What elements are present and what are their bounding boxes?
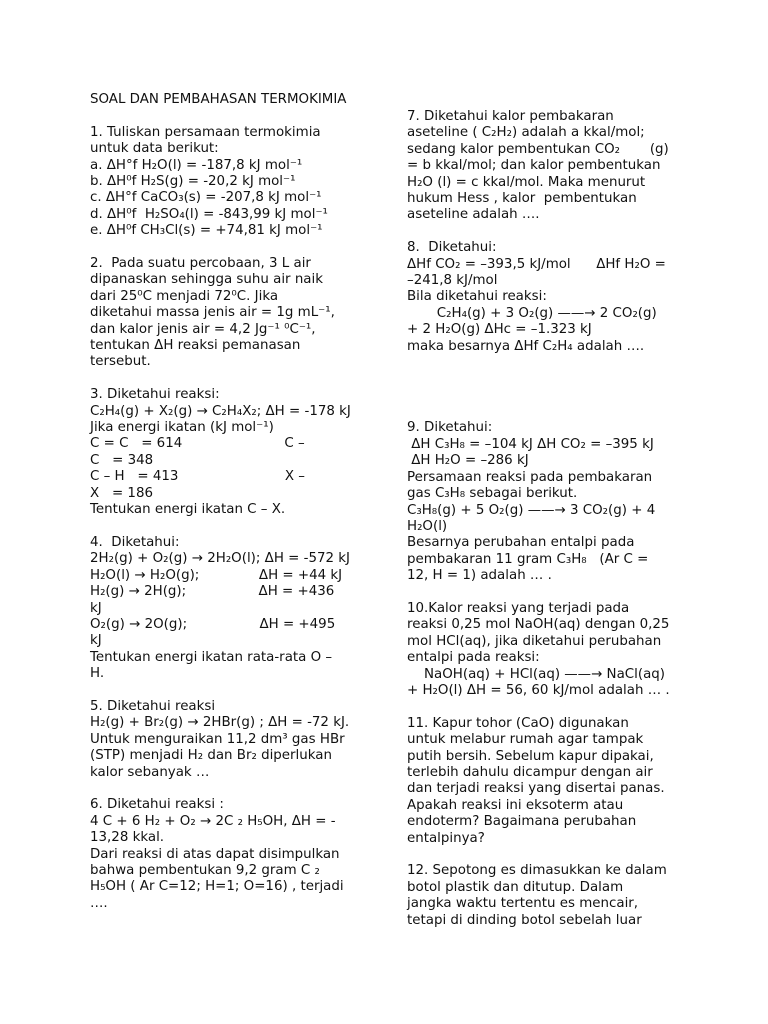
text-line: untuk data berikut: [90, 141, 219, 157]
text-line: X = 186 [90, 485, 153, 501]
text-line: sedang kalor pembentukan CO₂ (g) [407, 141, 669, 157]
text-line: –241,8 kJ/mol [407, 273, 498, 289]
text-line: untuk melabur rumah agar tampak [407, 732, 644, 748]
text-line: H₂O(l) → H₂O(g); ΔH = +44 kJ [90, 567, 343, 583]
text-line: e. ΔH⁰f CH₃Cl(s) = +74,81 kJ mol⁻¹ [90, 223, 323, 239]
text-line: a. ΔH°f H₂O(l) = -187,8 kJ mol⁻¹ [90, 157, 303, 173]
question-1 [90, 125, 365, 240]
text-line: H₅OH ( Ar C=12; H=1; O=16) , terjadi [90, 879, 344, 895]
question-9 [407, 420, 682, 584]
text-line: kJ [90, 633, 102, 649]
text-line: reaksi 0,25 mol NaOH(aq) dengan 0,25 [407, 617, 670, 633]
text-line: mol HCl(aq), jika diketahui perubahan [407, 633, 662, 649]
page-title: SOAL DAN PEMBAHASAN TERMOKIMIA [90, 92, 347, 107]
text-line: botol plastik dan ditutup. Dalam [407, 879, 624, 895]
text-line: 9. Diketahui: [407, 420, 493, 436]
text-line: H₂O (l) = c kkal/mol. Maka menurut [407, 174, 646, 190]
text-line: dipanaskan sehingga suhu air naik [90, 272, 323, 288]
text-line: C = 348 [90, 452, 154, 468]
text-line: dan kalor jenis air = 4,2 Jg⁻¹ ⁰C⁻¹, [90, 321, 316, 337]
text-line: ΔH H₂O = –286 kJ [407, 453, 529, 469]
text-line: H₂O(l) [407, 518, 448, 534]
text-line: pembakaran 11 gram C₃H₈ (Ar C = [407, 551, 649, 567]
text-line: C₃H₈(g) + 5 O₂(g) ——→ 3 CO₂(g) + 4 [407, 502, 656, 518]
text-line: NaOH(aq) + HCl(aq) ——→ NaCl(aq) [407, 666, 665, 682]
question-4 [90, 535, 365, 683]
text-line: + 2 H₂O(g) ΔHc = –1.323 kJ [407, 322, 592, 338]
text-line: 2H₂(g) + O₂(g) → 2H₂O(l); ΔH = -572 kJ [90, 551, 350, 567]
text-line: = b kkal/mol; dan kalor pembentukan [407, 158, 661, 174]
text-line: Tentukan energi ikatan rata-rata O – [90, 649, 333, 665]
text-line: C – H = 413 X – [90, 469, 305, 485]
text-line: 13,28 kkal. [90, 830, 165, 846]
text-line: H₂(g) + Br₂(g) → 2HBr(g) ; ΔH = -72 kJ. [90, 715, 350, 731]
text-line: aseteline adalah …. [407, 207, 540, 223]
text-line: kalor sebanyak … [90, 764, 210, 780]
text-line: endoterm? Bagaimana perubahan [407, 814, 637, 830]
text-line: Dari reaksi di atas dapat disimpulkan [90, 846, 340, 862]
text-line: dan terjadi reaksi yang disertai panas. [407, 781, 665, 797]
text-line: ΔHf CO₂ = –393,5 kJ/mol ΔHf H₂O = [407, 256, 666, 272]
text-line: …. [90, 895, 108, 911]
question-3 [90, 387, 365, 518]
left-column [90, 92, 365, 929]
text-line: 3. Diketahui reaksi: [90, 387, 220, 403]
text-line: Apakah reaksi ini eksoterm atau [407, 797, 624, 813]
text-line: terlebih dahulu dicampur dengan air [407, 764, 653, 780]
text-line: 8. Diketahui: [407, 240, 497, 256]
text-line: tentukan ΔH reaksi pemanasan [90, 338, 301, 354]
text-line: dari 25⁰C menjadi 72⁰C. Jika [90, 288, 279, 304]
text-line: tersebut. [90, 354, 151, 370]
text-line: aseteline ( C₂H₂) adalah a kkal/mol; [407, 125, 645, 141]
text-line: Persamaan reaksi pada pembakaran [407, 469, 653, 485]
text-line: Besarnya perubahan entalpi pada [407, 535, 635, 551]
text-line: C₂H₄(g) + 3 O₂(g) ——→ 2 CO₂(g) [407, 305, 657, 321]
text-line: 12, H = 1) adalah … . [407, 568, 552, 584]
text-line: H. [90, 666, 105, 682]
text-line: maka besarnya ΔHf C₂H₄ adalah …. [407, 338, 645, 354]
text-line: Jika energi ikatan (kJ mol⁻¹) [90, 420, 274, 436]
question-5 [90, 699, 365, 781]
text-line: c. ΔH°f CaCO₃(s) = -207,8 kJ mol⁻¹ [90, 190, 322, 206]
text-line: C₂H₄(g) + X₂(g) → C₂H₄X₂; ΔH = -178 kJ [90, 403, 351, 419]
text-line: H₂(g) → 2H(g); ΔH = +436 [90, 584, 335, 600]
question-7 [407, 109, 682, 224]
text-line: entalpi pada reaksi: [407, 650, 540, 666]
text-line: bahwa pembentukan 9,2 gram C ₂ [90, 863, 320, 878]
text-line: tetapi di dinding botol sebelah luar [407, 912, 642, 928]
text-line: + H₂O(l) ΔH = 56, 60 kJ/mol adalah … . [407, 682, 670, 698]
text-line: Tentukan energi ikatan C – X. [90, 502, 286, 518]
text-line: (STP) menjadi H₂ dan Br₂ diperlukan [90, 748, 332, 764]
question-2 [90, 256, 365, 371]
question-8 [407, 240, 682, 355]
text-line: 10.Kalor reaksi yang terjadi pada [407, 600, 630, 616]
text-line: hukum Hess , kalor pembentukan [407, 191, 637, 207]
text-line: 7. Diketahui kalor pembakaran [407, 109, 614, 124]
text-line: putih bersih. Sebelum kapur dipakai, [407, 748, 654, 764]
text-line: Untuk menguraikan 11,2 dm³ gas HBr [90, 731, 345, 747]
text-line: 6. Diketahui reaksi : [90, 797, 224, 813]
right-column [407, 109, 682, 945]
text-line: b. ΔH⁰f H₂S(g) = -20,2 kJ mol⁻¹ [90, 174, 296, 190]
text-line: diketahui massa jenis air = 1g mL⁻¹, [90, 305, 335, 321]
text-line: 1. Tuliskan persamaan termokimia [90, 124, 321, 140]
text-line: d. ΔH⁰f H₂SO₄(l) = -843,99 kJ mol⁻¹ [90, 206, 328, 222]
text-line: 2. Pada suatu percobaan, 3 L air [90, 256, 311, 272]
text-line: entalpinya? [407, 830, 485, 846]
question-6 [90, 797, 365, 912]
text-line: Bila diketahui reaksi: [407, 289, 547, 305]
text-line: ΔH C₃H₈ = –104 kJ ΔH CO₂ = –395 kJ [407, 436, 654, 452]
text-line: 12. Sepotong es dimasukkan ke dalam [407, 863, 667, 879]
text-line: C = C = 614 C – [90, 436, 305, 452]
text-line: 11. Kapur tohor (CaO) digunakan [407, 715, 629, 731]
spacer [407, 371, 682, 420]
text-line: gas C₃H₈ sebagai berikut. [407, 486, 578, 502]
question-10 [407, 601, 682, 699]
text-line: jangka waktu tertentu es mencair, [407, 896, 639, 912]
text-line: 4. Diketahui: [90, 534, 180, 550]
question-11 [407, 716, 682, 847]
question-12 [407, 863, 682, 929]
text-line: 4 C + 6 H₂ + O₂ → 2C ₂ H₅OH, ΔH = - [90, 813, 336, 829]
text-line: O₂(g) → 2O(g); ΔH = +495 [90, 616, 336, 632]
text-line: kJ [90, 600, 102, 616]
text-line: 5. Diketahui reaksi [90, 698, 216, 714]
